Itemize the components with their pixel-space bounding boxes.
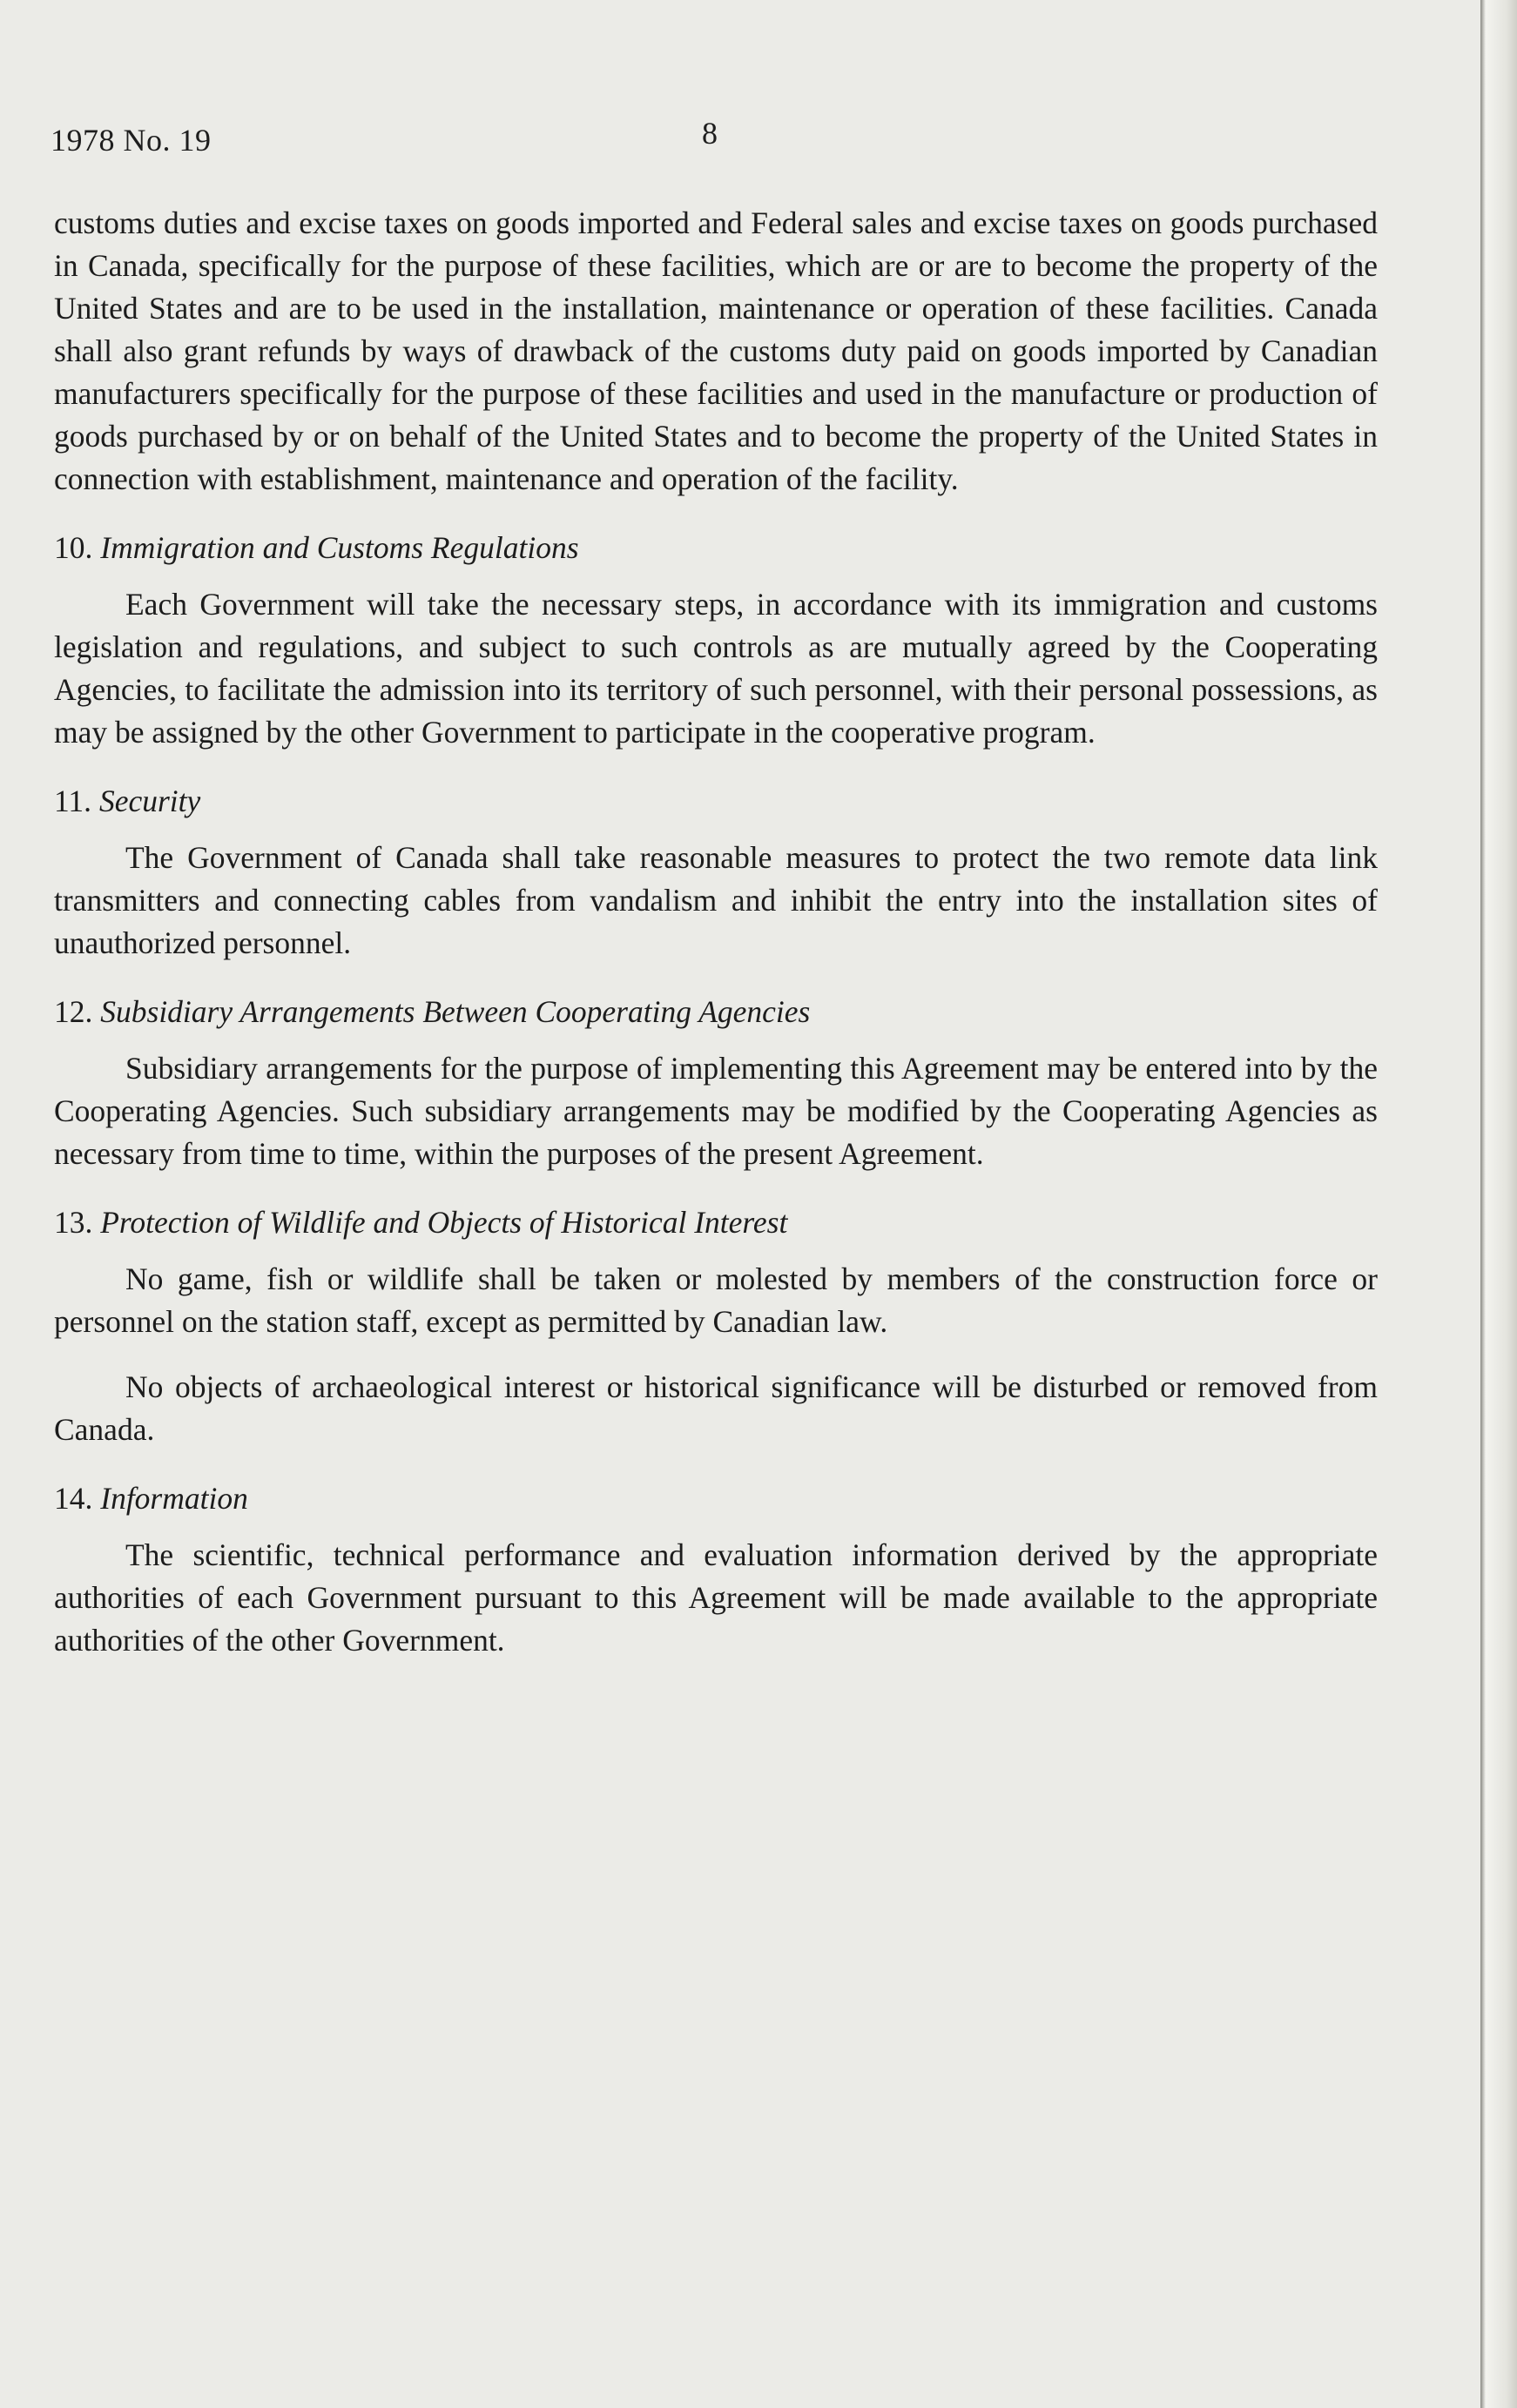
- section-heading: [54, 527, 1378, 569]
- section-title: Information: [100, 1481, 248, 1516]
- section-number: 11.: [54, 784, 92, 818]
- section-11: [54, 780, 1378, 965]
- section-13: [54, 1201, 1378, 1451]
- section-paragraph: The Government of Canada shall take reasonable measures to protect the two remote data link transmitters and connecting cables from vandalism and inhibit the entry into the installation sites of unauthorized personnel.: [54, 840, 1378, 960]
- page-number: 8: [702, 116, 718, 151]
- show-through-text: [52, 1941, 1393, 1984]
- section-12: [54, 991, 1378, 1175]
- section-title: Protection of Wildlife and Objects of Historical Interest: [100, 1205, 788, 1240]
- section-14: [54, 1477, 1378, 1662]
- section-heading: [54, 1201, 1378, 1244]
- section-number: 13.: [54, 1205, 93, 1240]
- book-binding-edge: [1480, 0, 1517, 2408]
- section-number: 10.: [54, 530, 93, 565]
- section-title: Immigration and Customs Regulations: [100, 530, 579, 565]
- section-paragraph: Subsidiary arrangements for the purpose of implementing this Agreement may be entered into by the Cooperating Agencies. Such subsidiary arrangements may be modified by the Cooperating Agencies as necessary from time to time, within the purposes of the present Agreement.: [54, 1051, 1378, 1171]
- section-paragraph: No game, fish or wildlife shall be taken or molested by members of the construction force or personnel on the station staff, except as permitted by Canadian law.: [54, 1261, 1378, 1339]
- continued-paragraph: customs duties and excise taxes on goods imported and Federal sales and excise taxes on goods purchased in Canada, specifically for the purpose of these facilities, which are or are to become the property of the United States and are to be used in the installation, maintenance or operation of these facilities. Canada shall also grant refunds by ways of drawback of the customs duty paid on goods imported by Canadian manufacturers specifically for the purpose of these facilities and used in the manufacture or production of goods purchased by or on behalf of the United States and to become the property of the United States in connection with establishment, maintenance and operation of the facility.: [54, 205, 1378, 496]
- section-heading: [54, 1477, 1378, 1520]
- section-title: Subsidiary Arrangements Between Cooperating Agencies: [100, 994, 811, 1029]
- page-body: [54, 202, 1378, 1662]
- section-paragraph: Each Government will take the necessary steps, in accordance with its immigration and customs legislation and regulations, and subject to such controls as are mutually agreed by the Cooperating Agencies, to facilitate the admission into its territory of such personnel, with their personal possessions, as may be assigned by the other Government to participate in the cooperative program.: [54, 587, 1378, 750]
- section-paragraph: The scientific, technical performance and evaluation information derived by the appropriate authorities of each Government pursuant to this Agreement will be made available to the appropriate authorities of the other Government.: [54, 1537, 1378, 1658]
- section-10: [54, 527, 1378, 754]
- section-heading: [54, 991, 1378, 1033]
- treaty-series-reference: 1978 No. 19: [51, 123, 212, 158]
- section-heading: [54, 780, 1378, 823]
- section-paragraph: No objects of archaeological interest or historical significance will be disturbed or removed from Canada.: [54, 1369, 1378, 1447]
- section-number: 12.: [54, 994, 93, 1029]
- page-header: [51, 116, 1383, 165]
- section-number: 14.: [54, 1481, 93, 1516]
- section-title: Security: [98, 784, 201, 818]
